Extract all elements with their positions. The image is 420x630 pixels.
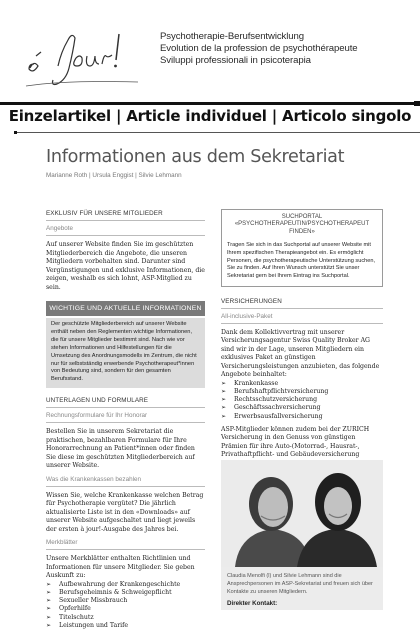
article-title: Informationen aus dem Sekretariat: [46, 147, 345, 167]
list-item: ➢ Erwerbsausfallversicherung: [221, 412, 323, 420]
left-column: [46, 200, 205, 630]
portal-text: Tragen Sie sich in das Suchportal auf unserer Website mit Ihrem spezifischen Therapieangebot ein. Es ermöglicht Personen, die psychotherapeutische Unterstützung suchen, Sie zu finden. Auf Ihren Wunsch unterstützt Sie unser Sekretariat gern bei Ihrem Eintrag ins Suchportal.: [227, 242, 376, 280]
subheading-invoice-forms: Rechnungsformulare für Ihr Honorar: [46, 412, 148, 420]
list-item: ➢ Sexueller Missbrauch: [46, 597, 128, 605]
arrow-icon: ➢: [221, 379, 227, 387]
paragraph-zurich-insurance: ASP-Mitglieder können zudem bei der ZURICH Versicherung in den Genuss von günstigen Prämien für ihre Auto-(Motorrad-, Hausrat-, Privathaftpflicht- und Gebäudeversicherung: [221, 425, 370, 459]
arrow-icon: ➢: [46, 597, 52, 605]
masthead-de: Psychotherapie-Berufsentwicklung: [160, 31, 304, 42]
article-type-banner: Einzelartikel | Article individuel | Articolo singolo: [8, 107, 412, 125]
paragraph-offers: Auf unserer Website finden Sie im geschützten Mitgliederbereich die Angebote, die unseren Mitgliedern vorbehalten sind. Darunter sind Vergünstigungen und exklusive Informationen, die zeigen, weshalb es sich lohnt, ASP-Mitglied zu sein.: [46, 241, 205, 291]
portal-heading: SUCHPORTAL: [281, 214, 323, 220]
list-item: ➢ Krankenkasse: [221, 379, 279, 387]
arrow-icon: ➢: [46, 613, 52, 621]
list-item: ➢ Opferhilfe: [46, 605, 91, 613]
staff-photo-block: [221, 460, 383, 610]
a-jour-logo: [24, 12, 144, 92]
arrow-icon: ➢: [46, 588, 52, 596]
list-item: ➢ Aufbewahrung der Krankengeschichte: [46, 580, 181, 588]
masthead-fr: Evolution de la profession de psychothérapeute: [160, 43, 358, 55]
divider: [46, 407, 205, 408]
list-item: ➢ Berufsgeheimnis & Schweigepflicht: [46, 588, 172, 596]
divider: [46, 422, 205, 423]
arrow-icon: ➢: [221, 396, 227, 404]
staff-photo: [221, 460, 383, 567]
subheading-fact-sheets: Merkblätter: [46, 539, 78, 547]
info-bar: WICHTIGE UND AKTUELLE INFORMATIONEN: [46, 301, 205, 316]
list-item: ➢ Berufshaftpflichtversicherung: [221, 387, 329, 395]
list-item: ➢ Titelschutz: [46, 613, 94, 621]
arrow-icon: ➢: [46, 605, 52, 613]
photo-caption: Claudia Menolfi (l) und Silvie Lehmann sind die Ansprechpersonen im ASP-Sekretariat und freuen sich über Kontakte zu unseren Mitgliedern.: [221, 567, 383, 596]
arrow-icon: ➢: [221, 387, 227, 395]
divider: [221, 323, 383, 324]
section-heading-exclusive: EXKLUSIV FÜR UNSERE MITGLIEDER: [46, 210, 163, 217]
arrow-icon: ➢: [46, 580, 52, 588]
portal-subheading: «PSYCHOTHERAPEUTIN/PSYCHOTHERAPEUT FINDEN»: [234, 221, 370, 235]
divider: [46, 549, 205, 550]
masthead-titles: [160, 31, 358, 68]
section-heading-insurance: VERSICHERUNGEN: [221, 297, 282, 305]
arrow-icon: ➢: [221, 404, 227, 412]
divider: [46, 220, 205, 221]
right-column: [221, 209, 383, 485]
top-rule: [0, 102, 420, 105]
insurance-list: [221, 380, 383, 421]
search-portal-box: [221, 209, 383, 287]
divider: [46, 486, 205, 487]
fact-sheet-list: [46, 581, 205, 630]
divider: [46, 235, 205, 236]
subheading-all-inclusive: All-inclusive-Paket: [221, 312, 273, 320]
paragraph-insurance-package: Dank dem Kollektivvertrag mit unserer Versicherungsagentur Swiss Quality Broker AG sind wir in der Lage, unseren Mitgliedern ein exklusives Paket an günstigen Versicherungsleistungen anzubieten, das folgende Angebote beinhaltet:: [221, 328, 380, 379]
subheading-health-insurers: Was die Krankenkassen bezahlen: [46, 475, 141, 483]
paragraph-health-insurers: Wissen Sie, welche Krankenkasse welchen Betrag für Psychotherapie vergütet? Die jährlich aktualisierte Liste ist in den «Downloads» auf unserer Website aufgeschaltet und liegt jeweils der ersten à jour!-Ausgabe des Jahres bei.: [46, 491, 204, 533]
article-authors: Marianne Roth | Ursula Enggist | Silvie Lehmann: [46, 172, 182, 179]
arrow-icon: ➢: [221, 412, 227, 420]
arrow-icon: ➢: [46, 621, 52, 629]
a-jour-logo-script: [24, 12, 144, 92]
paragraph-invoice-forms: Bestellen Sie in unserem Sekretariat die praktischen, bezahlbaren Formulare für Ihre Honorarrechnung an Patient*innen oder finden Sie diese im geschützten Mitgliederbereich auf unserer Website.: [46, 428, 195, 470]
divider: [221, 308, 383, 309]
section-heading-documents: UNTERLAGEN UND FORMULARE: [46, 397, 149, 405]
paragraph-fact-sheets: Unsere Merkblätter enthalten Richtlinien und Informationen für unsere Mitglieder. Sie geben Auskunft zu:: [46, 555, 195, 580]
staff-photo-illustration: [221, 460, 383, 567]
list-item: ➢ Leistungen und Tarife: [46, 621, 129, 629]
bottom-rule: [14, 132, 420, 133]
contact-label: Direkter Kontakt:: [221, 596, 383, 610]
list-item: ➢ Rechtsschutzversicherung: [221, 396, 318, 404]
info-box-text: Der geschützte Mitgliederbereich auf unserer Website enthält neben den Reglementen wichtige Informationen, die für unsere Mitglieder bestimmt sind. Nach wie vor stehen Informationen und Hilfestellungen für die Umsetzung des Anordnungsmodells im Zentrum, die nicht nur für selbstständig erwerbende Psychotherapeut*innen von Bedeutung sind, sondern für den gesamten Berufsstand.: [46, 318, 205, 388]
masthead-it: Sviluppi professionali in psicoterapia: [160, 55, 311, 67]
subheading-offers: Angebote: [46, 225, 73, 232]
list-item: ➢ Geschäftssachversicherung: [221, 404, 321, 412]
